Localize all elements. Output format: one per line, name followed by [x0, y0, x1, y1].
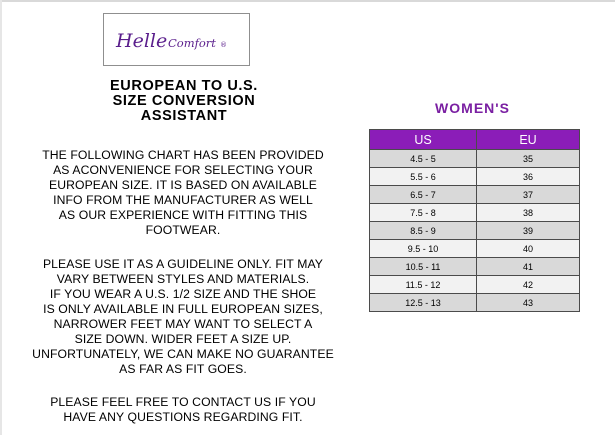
eu-size-cell: 41	[477, 258, 580, 276]
eu-size-cell: 36	[477, 168, 580, 186]
text-line: IS ONLY AVAILABLE IN FULL EUROPEAN SIZES,	[43, 302, 323, 316]
table-row	[370, 222, 580, 240]
us-column-header: US	[370, 130, 477, 150]
page-heading	[40, 79, 328, 124]
logo-text-helle: Helle	[115, 29, 167, 52]
eu-size-cell: 43	[477, 294, 580, 312]
us-size-cell: 4.5 - 5	[370, 150, 477, 168]
eu-size-cell: 38	[477, 204, 580, 222]
us-size-cell: 9.5 - 10	[370, 240, 477, 258]
guideline-paragraph	[18, 257, 348, 377]
text-line: NARROWER FEET MAY WANT TO SELECT A	[53, 317, 313, 331]
us-size-cell: 10.5 - 11	[370, 258, 477, 276]
womens-table-title: WOMEN'S	[435, 100, 510, 116]
eu-size-cell: 40	[477, 240, 580, 258]
heading-line: SIZE CONVERSION	[112, 93, 256, 109]
text-line: VARY BETWEEN STYLES AND MATERIALS.	[56, 272, 310, 286]
text-line: AS FAR AS FIT GOES.	[119, 362, 247, 376]
table-row	[370, 294, 580, 312]
text-line: PLEASE FEEL FREE TO CONTACT US IF YOU	[50, 395, 316, 409]
text-line: FOOTWEAR.	[145, 223, 221, 237]
eu-column-header: EU	[477, 130, 580, 150]
text-line: AS OUR EXPERIENCE WITH FITTING THIS	[58, 208, 308, 222]
us-size-cell: 7.5 - 8	[370, 204, 477, 222]
table-row	[370, 258, 580, 276]
left-divider	[0, 0, 2, 435]
text-line: THE FOLLOWING CHART HAS BEEN PROVIDED	[42, 148, 324, 162]
text-line: EUROPEAN SIZE. IT IS BASED ON AVAILABLE	[48, 178, 318, 192]
top-divider	[0, 0, 615, 2]
text-line: INFO FROM THE MANUFACTURER AS WELL	[53, 193, 313, 207]
contact-paragraph	[18, 395, 348, 425]
eu-size-cell: 39	[477, 222, 580, 240]
table-row	[370, 204, 580, 222]
us-size-cell: 6.5 - 7	[370, 186, 477, 204]
us-size-cell: 5.5 - 6	[370, 168, 477, 186]
table-row	[370, 168, 580, 186]
size-conversion-table	[369, 129, 580, 312]
us-size-cell: 11.5 - 12	[370, 276, 477, 294]
text-line: AS ACONVENIENCE FOR SELECTING YOUR	[53, 163, 313, 177]
intro-paragraph	[18, 148, 348, 238]
table-header-row	[370, 130, 580, 150]
us-size-cell: 8.5 - 9	[370, 222, 477, 240]
text-line: PLEASE USE IT AS A GUIDELINE ONLY. FIT MAY	[42, 257, 324, 271]
logo-wordmark	[112, 23, 242, 57]
table-row	[370, 150, 580, 168]
text-line: IF YOU WEAR A U.S. 1/2 SIZE AND THE SHOE	[49, 287, 317, 301]
text-line: SIZE DOWN. WIDER FEET A SIZE UP.	[74, 332, 292, 346]
table-row	[370, 276, 580, 294]
us-size-cell: 12.5 - 13	[370, 294, 477, 312]
text-line: UNFORTUNATELY, WE CAN MAKE NO GUARANTEE	[32, 347, 334, 361]
registered-mark: ®	[219, 40, 227, 49]
eu-size-cell: 37	[477, 186, 580, 204]
table-row	[370, 186, 580, 204]
logo-text-comfort: Comfort	[167, 35, 216, 50]
heading-line: ASSISTANT	[140, 108, 228, 124]
heading-line: EUROPEAN TO U.S.	[110, 78, 258, 94]
eu-size-cell: 35	[477, 150, 580, 168]
text-line: HAVE ANY QUESTIONS REGARDING FIT.	[63, 410, 303, 424]
table-row	[370, 240, 580, 258]
helle-comfort-logo	[103, 13, 250, 66]
eu-size-cell: 42	[477, 276, 580, 294]
